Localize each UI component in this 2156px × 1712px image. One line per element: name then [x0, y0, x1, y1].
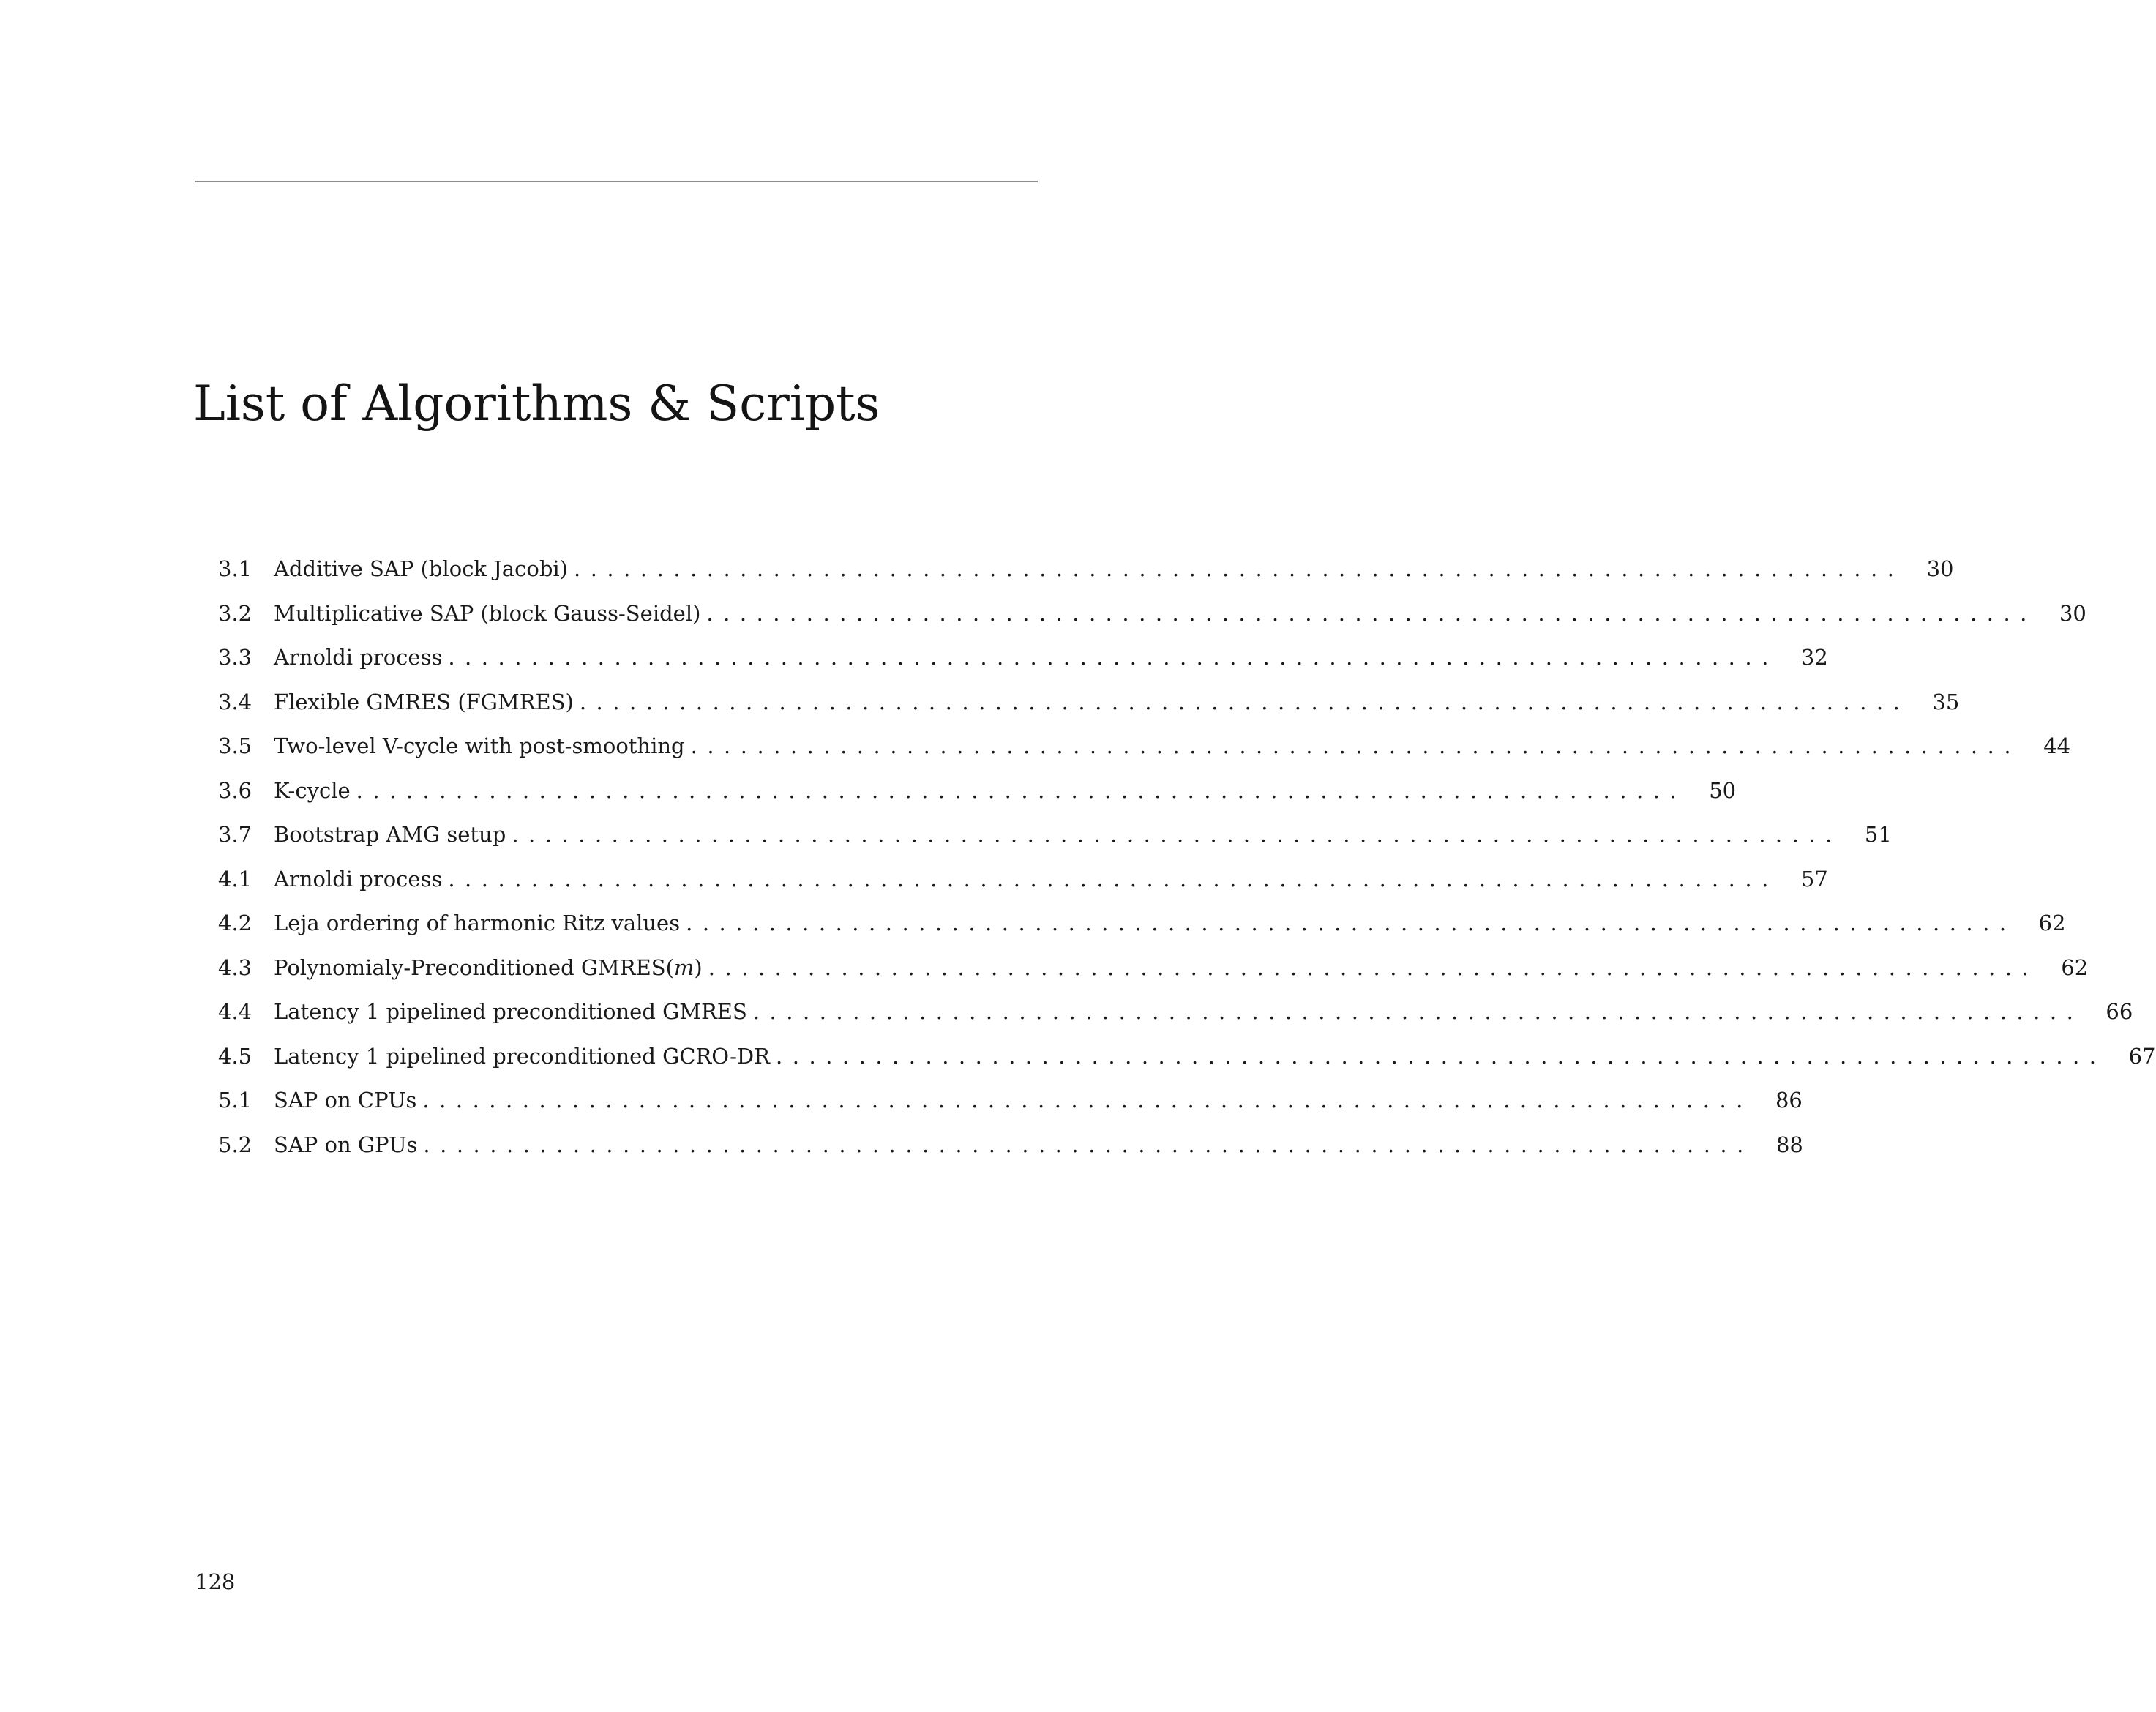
algorithm-list — [218, 547, 2156, 1167]
entry-number: 3.4 — [218, 689, 252, 714]
entry-title: Arnoldi process — [274, 645, 448, 670]
dot-leader: ................................................................................ — [690, 733, 2021, 759]
entry-number: 4.4 — [218, 999, 252, 1025]
entry-page-number: 57 — [1800, 866, 1828, 891]
entry-page-number: 51 — [1864, 822, 1892, 848]
entry-page-number: 62 — [2038, 911, 2066, 936]
dot-leader: ................................................................................ — [752, 999, 2084, 1025]
dot-leader: ................................................................................ — [574, 556, 1904, 582]
entry-title: Bootstrap AMG setup — [274, 822, 512, 847]
list-entry[interactable] — [218, 680, 1960, 725]
dot-leader: ................................................................................ — [708, 954, 2039, 980]
page-number: 128 — [195, 1569, 236, 1594]
entry-title: Leja ordering of harmonic Ritz values — [274, 911, 686, 935]
list-entry[interactable] — [218, 1078, 1803, 1123]
entry-title: Arnoldi process — [274, 867, 448, 891]
dot-leader: ................................................................................ — [686, 911, 2016, 936]
entry-number: 3.5 — [218, 733, 252, 759]
entry-number: 4.1 — [218, 866, 252, 891]
list-entry[interactable] — [218, 857, 1828, 902]
entry-page-number: 32 — [1800, 645, 1828, 670]
dot-leader: ................................................................................ — [448, 866, 1778, 891]
entry-page-number: 88 — [1775, 1132, 1803, 1157]
entry-title: Latency 1 pipelined preconditioned GMRES — [274, 999, 753, 1024]
entry-number: 3.7 — [218, 822, 252, 848]
entry-number: 3.3 — [218, 645, 252, 670]
entry-title: Multiplicative SAP (block Gauss-Seidel) — [274, 601, 706, 626]
list-entry[interactable] — [218, 769, 1737, 813]
dot-leader: ................................................................................ — [706, 600, 2037, 626]
entry-number: 4.3 — [218, 954, 252, 980]
page-title: List of Algorithms & Scripts — [193, 375, 880, 432]
dot-leader: ................................................................................ — [776, 1043, 2106, 1069]
list-entry[interactable] — [218, 591, 2086, 636]
entry-page-number: 30 — [2059, 600, 2086, 626]
entry-title: SAP on GPUs — [274, 1132, 423, 1157]
math-variable: m — [673, 954, 695, 980]
entry-number: 3.6 — [218, 777, 252, 803]
entry-number: 5.1 — [218, 1088, 252, 1113]
header-rule — [195, 181, 1038, 182]
entry-page-number: 44 — [2043, 733, 2071, 759]
entry-title: Additive SAP (block Jacobi) — [274, 556, 574, 581]
entry-page-number: 50 — [1709, 777, 1737, 803]
entry-number: 4.5 — [218, 1043, 252, 1069]
dot-leader: ................................................................................ — [512, 822, 1842, 848]
entry-page-number: 67 — [2128, 1043, 2156, 1069]
list-entry[interactable] — [218, 635, 1828, 680]
list-entry[interactable] — [218, 990, 2133, 1034]
dot-leader: ................................................................................ — [422, 1088, 1753, 1113]
entry-title: Flexible GMRES (FGMRES) — [274, 689, 580, 714]
entry-page-number: 66 — [2106, 999, 2133, 1025]
entry-title — [274, 955, 708, 980]
list-entry[interactable] — [218, 1123, 1803, 1167]
entry-number: 3.1 — [218, 556, 252, 582]
dot-leader: ................................................................................ — [579, 689, 1910, 714]
entry-number: 4.2 — [218, 911, 252, 936]
entry-page-number: 35 — [1932, 689, 1960, 714]
entry-title-prefix: Polynomialy-Preconditioned GMRES( — [274, 954, 674, 980]
entry-page-number: 62 — [2061, 954, 2089, 980]
list-entry[interactable] — [218, 946, 2089, 990]
entry-title: K-cycle — [274, 778, 356, 803]
entry-page-number: 86 — [1775, 1088, 1803, 1113]
entry-number: 3.2 — [218, 600, 252, 626]
entry-page-number: 30 — [1926, 556, 1954, 582]
entry-title: Latency 1 pipelined preconditioned GCRO-DR — [274, 1044, 776, 1069]
list-entry[interactable] — [218, 547, 1954, 591]
entry-number: 5.2 — [218, 1132, 252, 1157]
list-entry[interactable] — [218, 812, 1892, 857]
dot-leader: ................................................................................ — [448, 645, 1778, 670]
dot-leader: ................................................................................ — [423, 1132, 1753, 1157]
list-entry[interactable] — [218, 1034, 2156, 1079]
entry-title-suffix: ) — [694, 954, 703, 980]
entry-title: SAP on CPUs — [274, 1088, 422, 1113]
entry-title: Two-level V-cycle with post-smoothing — [274, 733, 691, 758]
list-entry[interactable] — [218, 724, 2071, 769]
list-entry[interactable] — [218, 901, 2066, 946]
dot-leader: ................................................................................ — [356, 777, 1687, 803]
